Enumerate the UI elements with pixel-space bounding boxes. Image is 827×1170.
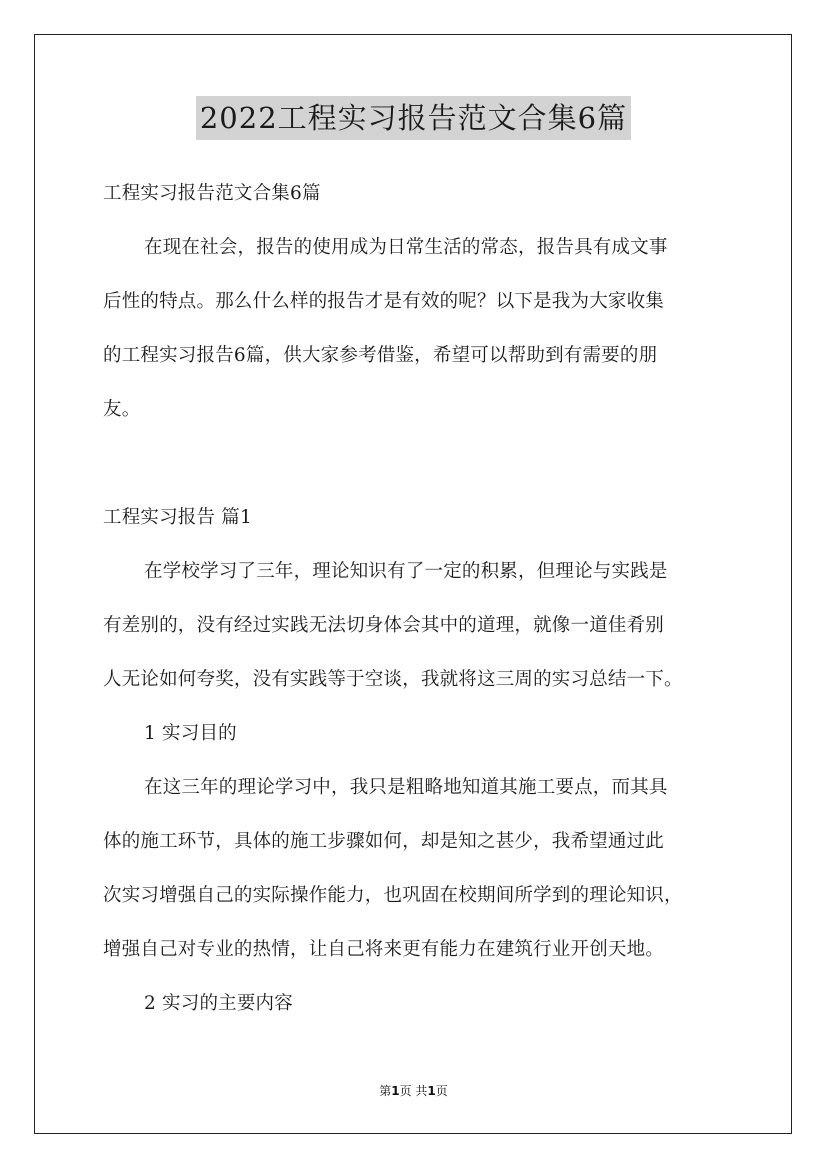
section-heading: 工程实习报告范文合集6篇 [103,183,321,204]
title-container [0,96,827,140]
footer-suffix: 页 [435,1084,448,1098]
section-heading: 工程实习报告 篇1 [103,507,252,528]
paragraph-line: 在现在社会，报告的使用成为日常生活的常态，报告具有成文事 [144,237,668,258]
paragraph-line: 的工程实习报告6篇，供大家参考借鉴，希望可以帮助到有需要的朋 [103,345,658,366]
paragraph-line: 有差别的，没有经过实践无法切身体会其中的道理，就像一道佳肴别 [103,615,665,636]
paragraph-line: 人无论如何夸奖，没有实践等于空谈，我就将这三周的实习总结一下。 [103,669,683,690]
paragraph-line: 在这三年的理论学习中，我只是粗略地知道其施工要点，而其具 [144,777,668,798]
paragraph-line: 友。 [103,399,141,420]
subsection-heading: 1 实习目的 [144,723,237,744]
paragraph-line: 后性的特点。那么什么样的报告才是有效的呢？以下是我为大家收集 [103,291,665,312]
blank-line [103,446,728,500]
document-body [103,176,728,1040]
total-page-number: 1 [427,1084,436,1098]
page-footer [0,1082,827,1099]
document-title: 2022工程实习报告范文合集6篇 [196,96,631,140]
footer-prefix: 第 [379,1084,392,1098]
current-page-number: 1 [391,1084,400,1098]
paragraph-line: 在学校学习了三年，理论知识有了一定的积累，但理论与实践是 [144,561,668,582]
paragraph-line: 次实习增强自己的实际操作能力，也巩固在校期间所学到的理论知识， [103,885,683,906]
paragraph-line: 体的施工环节，具体的施工步骤如何，却是知之甚少，我希望通过此 [103,831,665,852]
paragraph-line: 增强自己对专业的热情，让自己将来更有能力在建筑行业开创天地。 [103,939,665,960]
subsection-heading: 2 实习的主要内容 [144,993,293,1014]
footer-middle: 页 共 [399,1084,428,1098]
